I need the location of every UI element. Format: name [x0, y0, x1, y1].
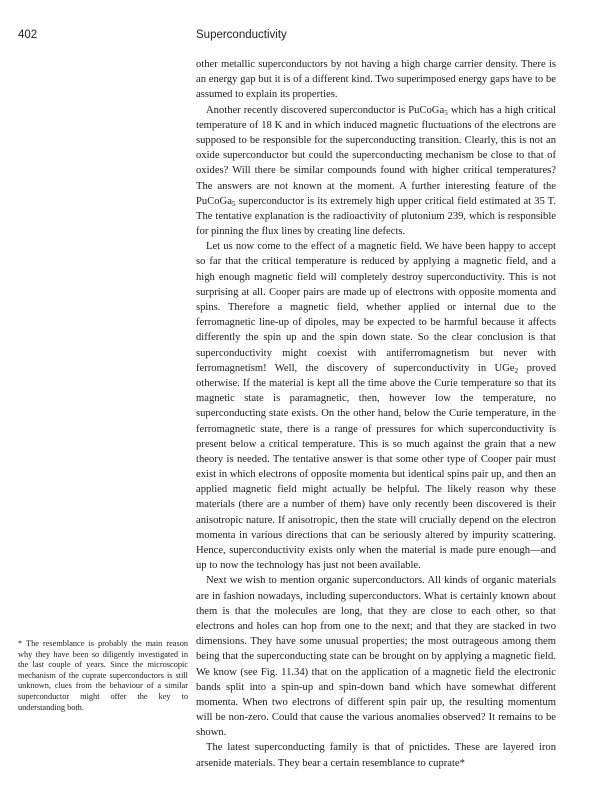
margin-footnote: * The resemblance is probably the main reason why they have been so diligently investigated in the last couple of years. Since the microscopic mechanism of the cuprate superconductors is still unknown, clues from the behaviour of a similar superconductor might offer the key to understanding both. — [18, 639, 188, 712]
page-number: 402 — [18, 29, 38, 41]
main-text-column — [196, 57, 556, 771]
paragraph-1: other metallic superconductors by not having a high charge carrier density. There is an energy gap but it is of a different kind. Two superimposed energy gaps have to be assumed to explain its properties. — [196, 59, 556, 101]
paragraph-4: Next we wish to mention organic superconductors. All kinds of organic materials are in fashion nowadays, including superconductors. What is certainly known about them is that the molecules are long, that they are close to each other, so that electrons and holes can hop from one to the next; and that they are stacked in two dimensions. They have some unusual properties; the most outrageous among them being that the superconducting state can be brought on by applying a magnetic field. We know (see Fig. 11.34) that on the application of a magnetic field the electronic bands split into a spin-up and spin-down band which have somewhat different momenta. When two electrons of different spin pair up, the resulting momentum will be non-zero. Could that cause the various anomalies observed? It remains to be shown. — [196, 575, 556, 739]
paragraph-3: Let us now come to the effect of a magnetic field. We have been happy to accept so far that the critical temperature is reduced by applying a magnetic field, and a high enough magnetic field will completely destroy superconductivity. This is not surprising at all. Cooper pairs are made up of electrons with opposite momenta and spins. Therefore a magnetic field, whether applied or internal due to the ferromagnetic line-up of dipoles, may be expected to be harmful because it affects differently the spin up and the spin down state. So the clear conclusion is that superconductivity might coexist with antiferromagnetism but never with ferromagnetism! Well, the discovery of superconductivity in UGe$_2$ proved otherwise. If the material is kept all the time above the Curie temperature so that its magnetic state is paramagnetic, then, however low the temperature, no superconducting state exists. On the other hand, below the Curie temperature, in the ferromagnetic state, there is a range of pressures for which superconductivity is present below a critical temperature. This is so much against the grain that a new theory is needed. The tentative answer is that some other type of Cooper pair must exist in which electrons of opposite momenta but identical spins pair up, and then an applied magnetic field might actually be helpful. The likely reason why these materials (there are a number of them) have only recently been discovered is their anisotropic nature. If anisotropic, then the state will crucially depend on the electron momenta in various directions that can be seriously altered by impurity scattering. Hence, superconductivity exists only when the material is made pure enough—and up to now the technology has just not been available. — [196, 241, 556, 572]
paragraph-2: Another recently discovered superconductor is PuCoGa$_5$ which has a high critical temperature of 18 K and in which induced magnetic fluctuations of the electrons are supposed to be responsible for the superconducting transition. Clearly, this is not an oxide superconductor but could the superconducting mechanism be close to that of oxides? Will there be similar compounds found with higher critical temperatures? The answers are not known at the moment. A further interesting feature of the PuCoGa$_5$ superconductor is its extremely high upper critical field estimated at 35 T. The tentative explanation is the radioactivity of plutonium 239, which is responsible for pinning the flux lines by creating line defects. — [196, 104, 557, 238]
paragraph-5: The latest superconducting family is that of pnictides. These are layered iron arsenide materials. They bear a certain resemblance to cuprate* — [196, 742, 556, 769]
running-title: Superconductivity — [196, 29, 287, 41]
